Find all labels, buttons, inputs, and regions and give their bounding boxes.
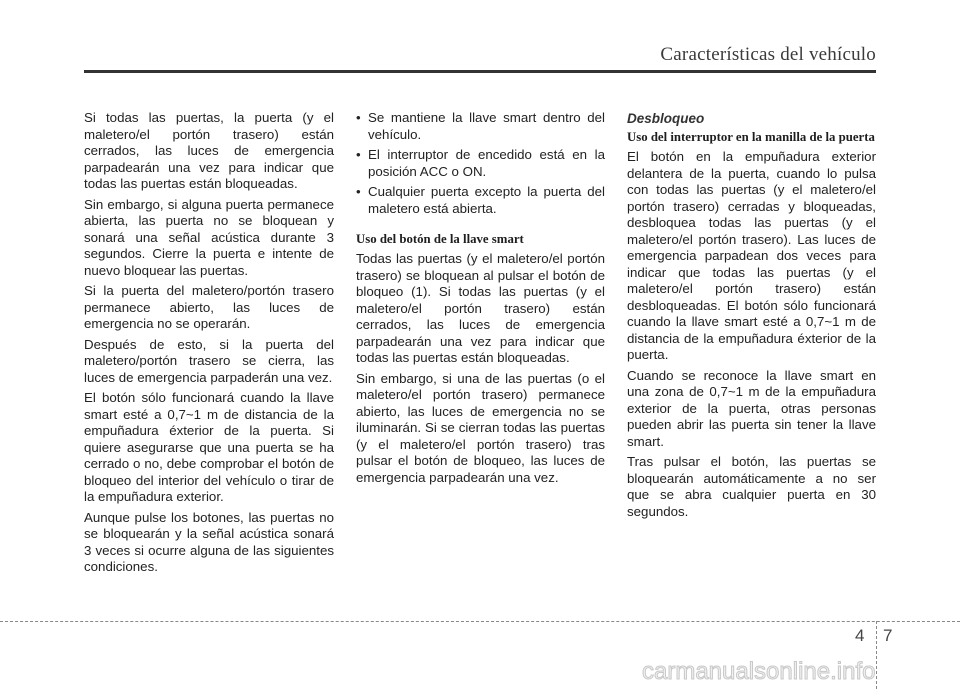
paragraph: Aunque pulse los botones, las puertas no se bloquearán y la señal acústica sonará 3 veces si ocurre alguna de las siguientes condiciones.: [84, 509, 334, 574]
list-item-text: Cualquier puerta excepto la puerta del maletero está abierta.: [368, 184, 605, 216]
paragraph: El botón sólo funcionará cuando la llave smart esté a 0,7~1 m de distancia de la empuñadura éxterior de la puerta. Si quiere asegurarse que una puerta se ha cerrado o no, debe comprobar el botón de bloqueo del interior del vehículo o tirar de la empuñadura exterior.: [84, 390, 334, 504]
paragraph: Si la puerta del maletero/portón trasero permanece abierto, las luces de emergencia no se operarán.: [84, 283, 334, 331]
paragraph: Todas las puertas (y el maletero/el portón trasero) se bloquean al pulsar el botón de bloqueo (1). Si todas las puertas (y el maletero/el portón trasero) están cerrados, las luces de emergencia parpadearán una vez para indicar que todas las puertas están bloqueadas.: [356, 251, 605, 365]
list-item-text: El interruptor de encedido está en la posición ACC o ON.: [368, 147, 605, 179]
paragraph: Si todas las puertas, la puerta (y el maletero/el portón trasero) están cerrados, las luces de emergencia parpadearán una vez para indicar que todas las puertas están bloqueadas.: [84, 110, 334, 191]
page-number: 7: [883, 626, 893, 645]
header-rule: [84, 70, 876, 73]
list-item: [356, 184, 605, 217]
column-3: [627, 110, 876, 524]
paragraph: Cuando se reconoce la llave smart en una zona de 0,7~1 m de la empuñadura exterior de la puerta, otras personas pueden abrir las puerta sin tener la llave smart.: [627, 367, 876, 449]
footer-rule: [0, 621, 960, 622]
condition-list: [356, 110, 605, 217]
section-title: Desbloqueo: [627, 111, 705, 126]
list-item-text: Se mantiene la llave smart dentro del vehículo.: [368, 110, 605, 142]
subheading: Uso del interruptor en la manilla de la puerta: [627, 130, 875, 144]
bullet-icon: •: [356, 147, 361, 162]
chapter-number: 4: [855, 626, 865, 645]
page-header-title: Características del vehículo: [660, 44, 876, 65]
column-2: [356, 110, 605, 490]
paragraph: Después de esto, si la puerta del maletero/portón trasero se cierra, las luces de emergencia parpaderán una vez.: [84, 336, 334, 385]
watermark: carmanualsonline.info: [642, 658, 876, 685]
paragraph: El botón en la empuñadura exterior delantera de la puerta, cuando lo pulsa con todas las puertas (y el maletero/el portón trasero) cerradas y bloqueadas, desbloquea todas las puertas (y el maletero/el portón trasero). Las luces de emergencia parpadean dos veces para indicar que todas las puertas (y el maletero/el portón trasero) están desbloqueadas. El botón sólo funcionará cuando la llave smart esté a 0,7~1 m de distancia de la empuñadura éxterior de la puerta.: [627, 149, 876, 362]
subheading: Uso del botón de la llave smart: [356, 232, 524, 246]
list-item: [356, 110, 605, 143]
paragraph: Sin embargo, si una de las puertas (o el maletero/el portón trasero) permanece abierto, las luces de emergencia no se iluminarán. Si se cierran todas las puertas (y el maletero/el portón trasero) tras pulsar el botón de bloqueo, las luces de emergencia parpadearán una vez.: [356, 370, 605, 485]
page-number-divider: [876, 621, 877, 689]
list-item: [356, 147, 605, 180]
paragraph: Tras pulsar el botón, las puertas se bloquearán automáticamente a no ser que se abra cualquier puerta en 30 segundos.: [627, 454, 876, 519]
paragraph: Sin embargo, si alguna puerta permanece abierta, las puerta no se bloquean y sonará una señal acústica durante 3 segundos. Cierre la puerta e intente de nuevo bloquear las puertas.: [84, 196, 334, 278]
bullet-icon: •: [356, 184, 361, 199]
column-1: [84, 110, 334, 580]
bullet-icon: •: [356, 110, 361, 125]
